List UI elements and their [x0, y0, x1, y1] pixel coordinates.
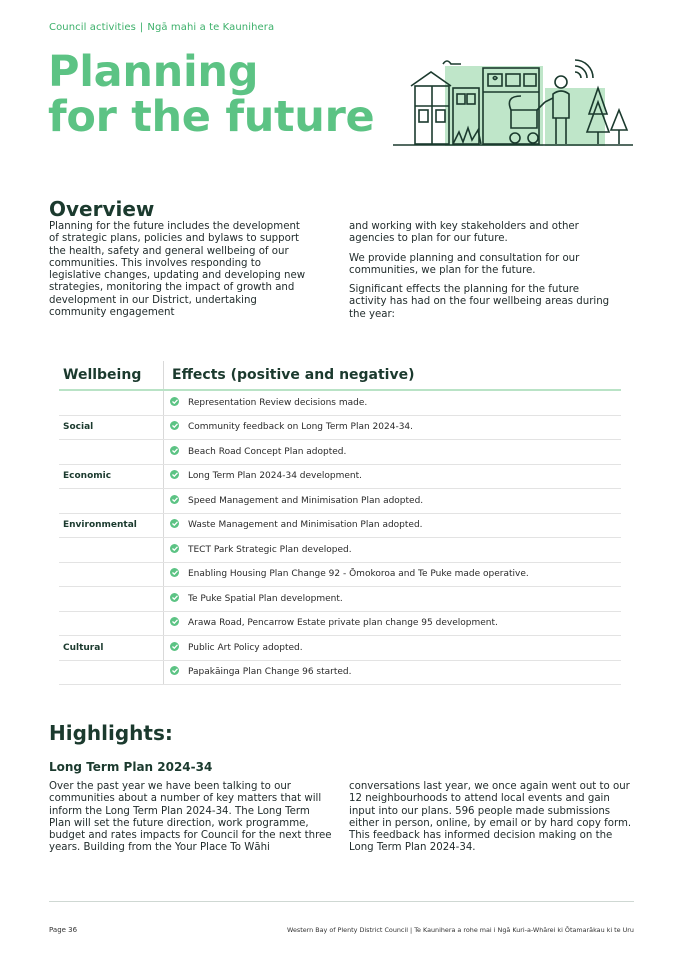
- header-wellbeing: Wellbeing: [59, 361, 164, 390]
- check-circle-icon: [170, 421, 179, 430]
- effect-cell: [164, 660, 622, 685]
- breadcrumb-section-maori: Ngā mahi a te Kaunihera: [147, 22, 275, 33]
- breadcrumb: [49, 22, 274, 33]
- check-circle-icon: [170, 666, 179, 675]
- overview-right-text-2: We provide planning and consultation for our communities, we plan for the future.: [349, 252, 580, 276]
- effect-text: Waste Management and Minimisation Plan adopted.: [188, 520, 423, 531]
- wellbeing-category: [59, 538, 164, 563]
- wellbeing-category: [59, 660, 164, 685]
- wellbeing-table: [59, 361, 621, 685]
- check-circle-icon: [170, 470, 179, 479]
- table-row: [59, 611, 621, 636]
- header-effects: Effects (positive and negative): [164, 361, 622, 390]
- table-row: [59, 415, 621, 440]
- effect-text: Public Art Policy adopted.: [188, 642, 303, 653]
- effect-cell: [164, 587, 622, 612]
- highlights-left-text: Over the past year we have been talking to our communities about a number of key matters that will inform the Long Term Plan 2024-34. The Long Term Plan will set the future direction, work programme, budget and rates impacts for Council for the next three years. Building from the Your Place To Wāhi: [49, 781, 332, 854]
- overview-heading: Overview: [49, 197, 155, 221]
- effect-cell: [164, 513, 622, 538]
- effect-cell: [164, 489, 622, 514]
- breadcrumb-section: Council activities: [49, 22, 136, 33]
- highlights-right-column: [349, 781, 634, 862]
- wellbeing-category: [59, 390, 164, 415]
- effect-cell: [164, 636, 622, 661]
- wellbeing-category: Cultural: [59, 636, 164, 661]
- effect-text: Representation Review decisions made.: [188, 397, 368, 408]
- overview-right-text-3: Significant effects the planning for the future activity has had on the four wellbeing areas during the year:: [349, 284, 610, 320]
- wellbeing-category: [59, 587, 164, 612]
- effect-cell: [164, 390, 622, 415]
- overview-left-column: [49, 221, 311, 326]
- table-row: [59, 489, 621, 514]
- table-row: [59, 636, 621, 661]
- effect-text: Enabling Housing Plan Change 92 - Ōmokoroa and Te Puke made operative.: [188, 569, 529, 580]
- table-body: [59, 390, 621, 685]
- page-title: [48, 47, 375, 142]
- footer-organisation: Western Bay of Plenty District Council | Te Kaunihera a rohe mai i Ngā Kuri-a-Whārei ki Ōtamarākau ki te Uru: [287, 926, 634, 934]
- effect-text: Long Term Plan 2024-34 development.: [188, 471, 363, 482]
- overview-left-text: Planning for the future includes the development of strategic plans, policies and bylaws to support the health, safety and general wellbeing of our communities. This involves responding to legislative changes, updating and developing new strategies, monitoring the impact of growth and development in our District, undertaking community engagement: [49, 221, 306, 319]
- wellbeing-category: [59, 611, 164, 636]
- effect-text: Te Puke Spatial Plan development.: [188, 593, 343, 604]
- page-number: Page 36: [49, 926, 78, 934]
- table-row: [59, 440, 621, 465]
- table-row: [59, 538, 621, 563]
- table-row: [59, 513, 621, 538]
- check-circle-icon: [170, 593, 179, 602]
- footer-divider: [49, 901, 634, 902]
- check-circle-icon: [170, 519, 179, 528]
- overview-right-text-1: and working with key stakeholders and other agencies to plan for our future.: [349, 221, 579, 245]
- breadcrumb-separator: |: [139, 22, 144, 33]
- wellbeing-category: [59, 562, 164, 587]
- highlights-right-text: conversations last year, we once again went out to our 12 neighbourhoods to attend local events and gain input into our plans. 596 people made submissions either in person, online, by email or by hard copy form. This feedback has informed decision making on the Long Term Plan 2024-34.: [349, 781, 632, 854]
- check-circle-icon: [170, 446, 179, 455]
- effect-text: Beach Road Concept Plan adopted.: [188, 446, 347, 457]
- wellbeing-category: [59, 489, 164, 514]
- table-row: [59, 464, 621, 489]
- check-circle-icon: [170, 642, 179, 651]
- highlights-heading: Highlights:: [49, 721, 173, 745]
- wellbeing-category: [59, 440, 164, 465]
- effect-cell: [164, 464, 622, 489]
- highlights-subheading: Long Term Plan 2024-34: [49, 760, 213, 774]
- effect-cell: [164, 562, 622, 587]
- table-row: [59, 660, 621, 685]
- table-row: [59, 562, 621, 587]
- check-circle-icon: [170, 495, 179, 504]
- table-row: [59, 587, 621, 612]
- wellbeing-category: Economic: [59, 464, 164, 489]
- page-title-line2: for the future: [48, 92, 375, 142]
- check-circle-icon: [170, 568, 179, 577]
- effect-cell: [164, 415, 622, 440]
- effect-text: Papakāinga Plan Change 96 started.: [188, 667, 352, 678]
- check-circle-icon: [170, 617, 179, 626]
- effect-cell: [164, 611, 622, 636]
- effect-cell: [164, 440, 622, 465]
- table-header-row: [59, 361, 621, 390]
- table-row: [59, 390, 621, 415]
- wellbeing-category: Social: [59, 415, 164, 440]
- effect-text: TECT Park Strategic Plan developed.: [188, 544, 352, 555]
- page-title-line1: Planning: [48, 47, 259, 97]
- effect-text: Arawa Road, Pencarrow Estate private plan change 95 development.: [188, 618, 498, 629]
- wellbeing-category: Environmental: [59, 513, 164, 538]
- check-circle-icon: [170, 544, 179, 553]
- highlights-left-column: [49, 781, 334, 862]
- effect-text: Community feedback on Long Term Plan 2024-34.: [188, 422, 414, 433]
- effect-cell: [164, 538, 622, 563]
- overview-right-column: [349, 221, 619, 328]
- check-circle-icon: [170, 397, 179, 406]
- town-planning-illustration-icon: [393, 58, 635, 150]
- effect-text: Speed Management and Minimisation Plan adopted.: [188, 495, 424, 506]
